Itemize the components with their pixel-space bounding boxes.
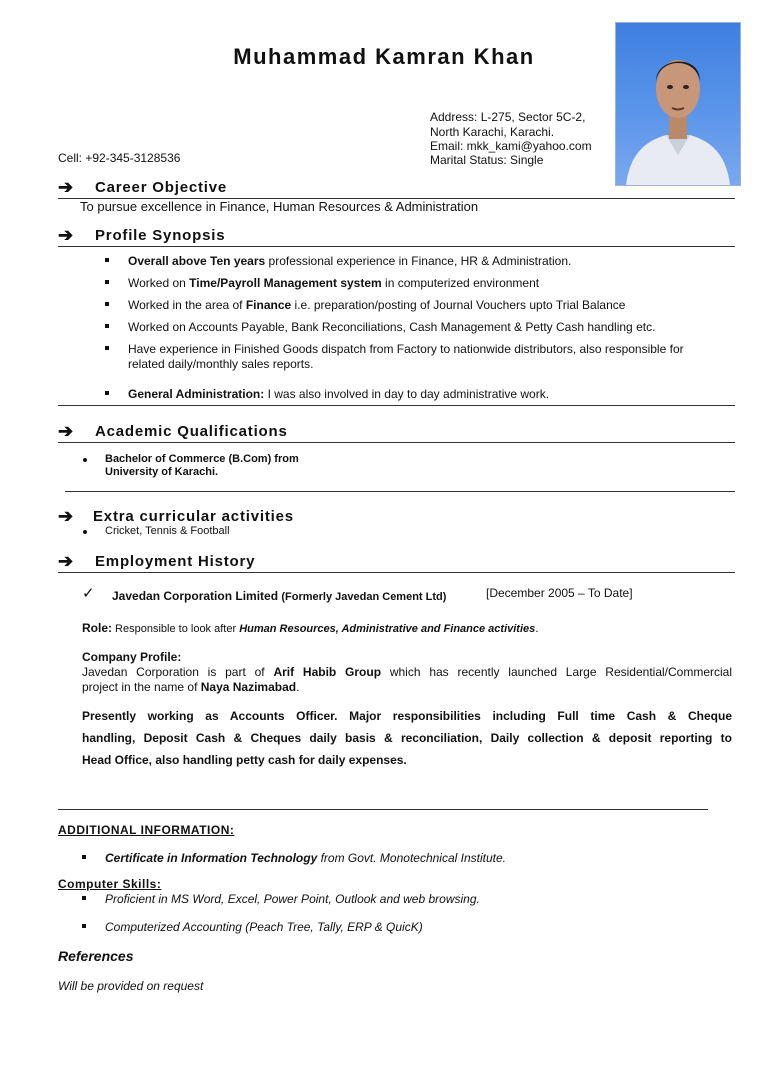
bullet-icon — [105, 258, 109, 262]
divider — [65, 491, 735, 492]
bullet-icon — [105, 346, 109, 350]
profile-item: Worked on Accounts Payable, Bank Reconciliations, Cash Management & Petty Cash handling etc. — [128, 320, 656, 334]
candidate-name: Muhammad Kamran Khan — [233, 44, 535, 69]
activities: Cricket, Tennis & Football — [105, 525, 230, 537]
degree: Bachelor of Commerce (B.Com) from — [105, 453, 299, 465]
university: University of Karachi. — [105, 466, 219, 478]
arrow-icon: ➔ — [58, 225, 74, 245]
present-line-3: Head Office, also handling petty cash for daily expenses. — [82, 753, 407, 767]
skill-item: Proficient in MS Word, Excel, Power Point, Outlook and web browsing. — [105, 892, 480, 906]
section-title: Extra curricular activities — [93, 508, 294, 525]
section-title: Academic Qualifications — [95, 423, 288, 440]
profile-photo — [615, 22, 741, 186]
present-line-2: handling, Deposit Cash & Cheques daily basis & reconciliation, Daily collection & deposit reporting to — [82, 731, 732, 745]
section-title: Career Objective — [95, 179, 228, 196]
divider — [58, 405, 735, 406]
bullet-icon — [83, 530, 87, 534]
arrow-icon: ➔ — [58, 421, 74, 441]
section-title: Employment History — [95, 553, 256, 570]
divider — [58, 809, 708, 810]
divider — [58, 246, 735, 247]
career-objective-text: To pursue excellence in Finance, Human Resources & Administration — [80, 199, 479, 214]
divider — [58, 572, 735, 573]
profile-item: Overall above Ten years professional experience in Finance, HR & Administration. — [128, 254, 572, 268]
present-line-1: Presently working as Accounts Officer. Major responsibilities including Full time Cash & Cheque — [82, 709, 732, 723]
divider — [58, 442, 735, 443]
profile-item: Have experience in Finished Goods dispatch from Factory to nationwide distributors, also responsible for related daily/monthly sales reports. — [128, 342, 684, 371]
bullet-icon — [82, 924, 86, 928]
bullet-icon — [105, 324, 109, 328]
arrow-icon: ➔ — [58, 177, 74, 197]
email: Email: mkk_kami@yahoo.com — [430, 139, 592, 153]
company-profile-line-1: Javedan Corporation is part of Arif Habib Group which has recently launched Large Residential/Commercial — [82, 665, 733, 679]
arrow-icon: ➔ — [58, 506, 74, 526]
person-photo-icon — [616, 23, 740, 185]
profile-item: Worked on Time/Payroll Management system in computerized environment — [128, 276, 540, 290]
company-profile-line-2: project in the name of Naya Nazimabad. — [82, 680, 300, 694]
bullet-icon — [105, 391, 109, 395]
address-line-2: North Karachi, Karachi. — [430, 125, 555, 139]
address-line-1: Address: L-275, Sector 5C-2, — [430, 110, 586, 124]
additional-info-title: ADDITIONAL INFORMATION: — [58, 823, 235, 837]
employment-dates: [December 2005 – To Date] — [486, 586, 633, 600]
profile-item: General Administration: I was also involved in day to day administrative work. — [128, 387, 550, 401]
certificate: Certificate in Information Technology from Govt. Monotechnical Institute. — [105, 851, 506, 865]
check-icon: ✓ — [82, 585, 95, 602]
cell-number: Cell: +92-345-3128536 — [58, 151, 181, 165]
bullet-icon — [83, 458, 87, 462]
profile-item: Worked in the area of Finance i.e. preparation/posting of Journal Vouchers upto Trial Balance — [128, 298, 626, 312]
bullet-icon — [82, 855, 86, 859]
computer-skills-title: Computer Skills: — [58, 877, 162, 891]
bullet-icon — [82, 896, 86, 900]
bullet-icon — [105, 280, 109, 284]
arrow-icon: ➔ — [58, 551, 74, 571]
skill-item: Computerized Accounting (Peach Tree, Tally, ERP & QuicK) — [105, 920, 423, 934]
references-text: Will be provided on request — [58, 979, 204, 993]
company-name: Javedan Corporation Limited (Formerly Javedan Cement Ltd) — [112, 589, 447, 603]
references-title: References — [58, 948, 134, 964]
role: Role: Responsible to look after Human Resources, Administrative and Finance activities. — [82, 621, 539, 635]
section-title: Profile Synopsis — [95, 227, 226, 244]
company-profile-label: Company Profile: — [82, 650, 182, 664]
marital-status: Marital Status: Single — [430, 153, 544, 167]
bullet-icon — [105, 302, 109, 306]
